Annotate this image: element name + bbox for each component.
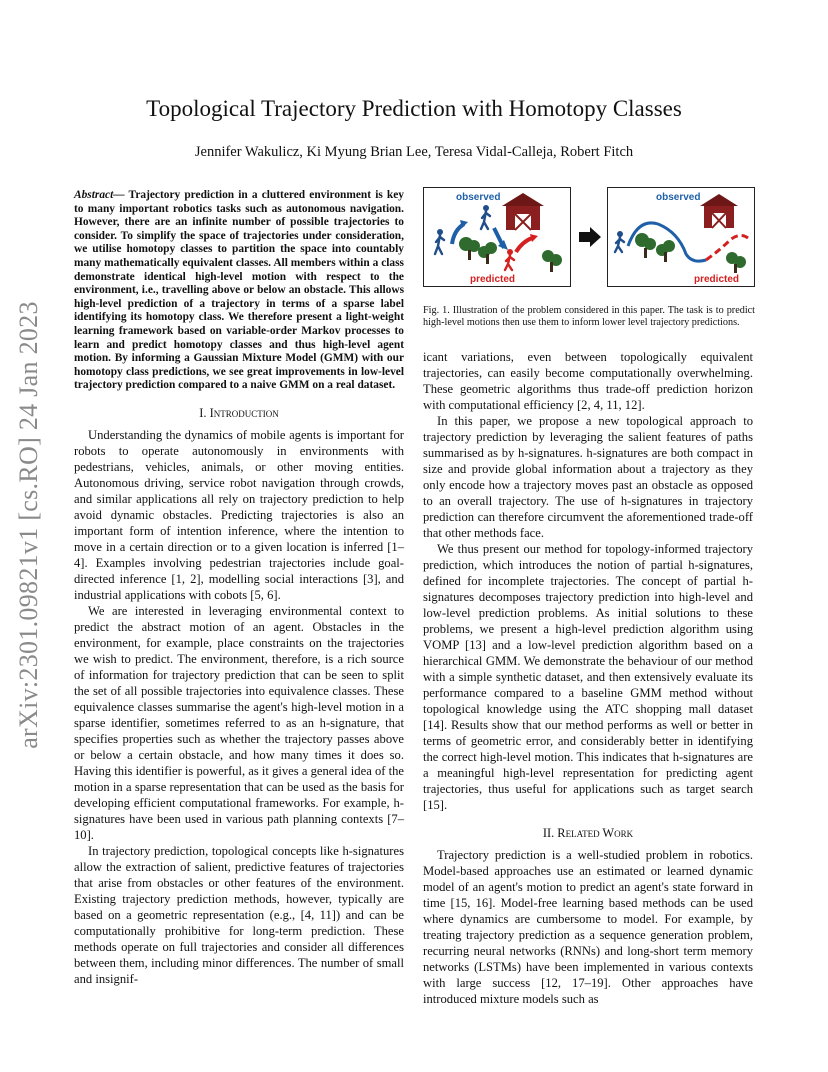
arxiv-identifier: arXiv:2301.09821v1 [cs.RO] 24 Jan 2023 bbox=[14, 301, 44, 749]
paper-authors: Jennifer Wakulicz, Ki Myung Brian Lee, Teresa Vidal-Calleja, Robert Fitch bbox=[194, 144, 634, 160]
figure-panel-left bbox=[423, 187, 571, 287]
section-heading-introduction: I. Introduction bbox=[199, 405, 279, 420]
person-predicted-icon bbox=[505, 249, 514, 270]
col2-paragraph-2: In this paper, we propose a new topological approach to trajectory prediction by leveraging the salient features of paths summarised as by h-signatures. h-signatures are both compact in size and provide global information about a trajectory as they only encode how a trajectory moves past an obstacle as opposed to an overall trajectory. The use of h-signatures in trajectory prediction can therefore circumvent the aforementioned trade-off that other methods face. bbox=[423, 414, 753, 540]
figure-caption: Fig. 1. Illustration of the problem considered in this paper. The task is to predict high-level motions then use them to inform lower level trajectory predictions. bbox=[423, 305, 755, 329]
section-heading-related-work: II. Related Work bbox=[542, 826, 634, 840]
person-icon bbox=[615, 231, 624, 252]
col2-paragraph-1: icant variations, even between topologically equivalent trajectories, can easily become computationally overwhelming. These geometric algorithms thus trade-off prediction horizon with computational efficiency [2, 4, 11, 12]. bbox=[423, 350, 753, 412]
paper-title: Topological Trajectory Prediction with Homotopy Classes bbox=[146, 96, 682, 121]
abstract bbox=[74, 189, 404, 393]
left-column bbox=[74, 189, 404, 987]
right-column bbox=[423, 349, 753, 1007]
figure-panel-right bbox=[607, 187, 755, 287]
related-work-paragraph-1: Trajectory prediction is a well-studied problem in robotics. Model-based approaches use an estimated or learned dynamic model of an agent's motion to predict an agent's state forward in time [15, 16]. Model-free learning based methods can be used where dynamics are cumbersome to model. For example, by treating trajectory prediction as a sequence generation problem, recurring neural networks (RNNs) and long-short term memory networks (LSTMs) have been implemented in various contexts with large success [12, 17–19]. Other approaches have introduced mixture models such as bbox=[423, 848, 753, 1006]
right-predicted-label: predicted bbox=[694, 274, 740, 285]
tree-icon bbox=[635, 233, 656, 258]
tree-icon bbox=[542, 250, 562, 272]
abstract-label: Abstract— bbox=[74, 189, 125, 201]
right-observed-label: observed bbox=[656, 192, 701, 203]
figure-1 bbox=[423, 187, 755, 287]
intro-paragraph-1: Understanding the dynamics of mobile agents is important for robots to operate autonomously in environments with pedestrians, vehicles, animals, or other moving entities. Autonomous driving, service robot navigation through crowds, and similar applications all rely on trajectory prediction to help avoid dynamic obstacles. Predicting trajectories is also an important form of intention inference, where the intention to move in a certain direction or to a given location is inferred [1–4]. Examples involving pedestrian trajectories include goal-directed inference [1, 2], modelling social interactions [3], and industrial applications with cobots [5, 6]. bbox=[74, 427, 404, 602]
col2-paragraph-3: We thus present our method for topology-informed trajectory prediction, which introduces the notion of partial h-signatures, defined for incomplete trajectories. The concept of partial h-signatures decomposes trajectory prediction into high-level and low-level prediction problems. As initial solutions to these problems, we present a high-level prediction algorithm using VOMP [13] and a low-level prediction algorithm based on a hierarchical GMM. We demonstrate the behaviour of our method with a simple synthetic dataset, and then extensively evaluate its performance compared to a baseline GMM method without topological knowledge using the ATC shopping mall dataset [14]. Results show that our method performs as well or better in terms of geometric error, and considerably better in identifying the correct high-level motion. This indicates that h-signatures are a meaningful high-level representation for predicting agent trajectories, thus useful for applications such as target search [15]. bbox=[423, 542, 753, 812]
arxiv-sidebar bbox=[12, 290, 46, 760]
predicted-arrow-icon bbox=[516, 238, 532, 252]
tree-icon bbox=[656, 240, 675, 262]
tree-icon bbox=[726, 252, 746, 273]
intro-paragraph-3: In trajectory prediction, topological concepts like h-signatures allow the extraction of salient, predictive features of trajectories that arise from obstacles or other features of the environment. Existing trajectory prediction methods, however, typically are based on a geometric representation (e.g., [4, 11]) and can be computationally prohibitive for long-term prediction. These methods operate on full trajectories and consider all differences between them, including minor differences. The number of small and insignif- bbox=[74, 843, 404, 986]
arrow-right-icon bbox=[579, 227, 601, 247]
intro-paragraph-2: We are interested in leveraging environmental context to predict the abstract motion of an agent. Obstacles in the environment, for example, place constraints on the trajectories we wish to predict. The environment, therefore, is a rich source of information for trajectory prediction that can be seen to split the set of all possible trajectories into equivalence classes. These equivalence classes summarise the agent's high-level motion in a sparse identifier, sometimes referred to as an h-signature, that specifies properties such as whether the trajectory passes above or below a certain obstacle, and how many times it does so. Having this identifier is powerful, as it gives a general idea of the motion in a sparse representation that can be used as the basis for developing efficient computational frameworks. For example, h-signatures have been used in various path planning contexts [7–10]. bbox=[74, 603, 404, 842]
left-observed-label: observed bbox=[456, 192, 501, 203]
person-icon bbox=[481, 205, 490, 229]
barn-icon bbox=[502, 193, 544, 230]
figure-right-illustration bbox=[608, 188, 754, 286]
tree-icon bbox=[478, 242, 497, 264]
person-icon bbox=[435, 229, 444, 254]
tree-icon bbox=[459, 237, 480, 260]
figure-left-illustration bbox=[424, 188, 570, 286]
left-predicted-label: predicted bbox=[470, 274, 516, 285]
barn-icon bbox=[700, 194, 738, 228]
abstract-text: Trajectory prediction in a cluttered environment is key to many important robotics tasks such as autonomous navigation. However, there are an infinite number of possible trajectories to consider. To simplify the space of trajectories under consideration, we utilise homotopy classes to partition the space into countably many mathematically equivalent classes. All members within a class demonstrate identical high-level motion with respect to the environment, i.e., travelling above or below an obstacle. This allows high-level prediction of a trajectory in terms of a sparse label identifying its homotopy class. We therefore present a light-weight learning framework based on variable-order Markov processes to learn and predict homotopy classes and thus high-level agent motion. By informing a Gaussian Mixture Model (GMM) with our homotopy class predictions, we see great improvements in low-level trajectory prediction compared to a naive GMM on a real dataset. bbox=[74, 189, 404, 392]
